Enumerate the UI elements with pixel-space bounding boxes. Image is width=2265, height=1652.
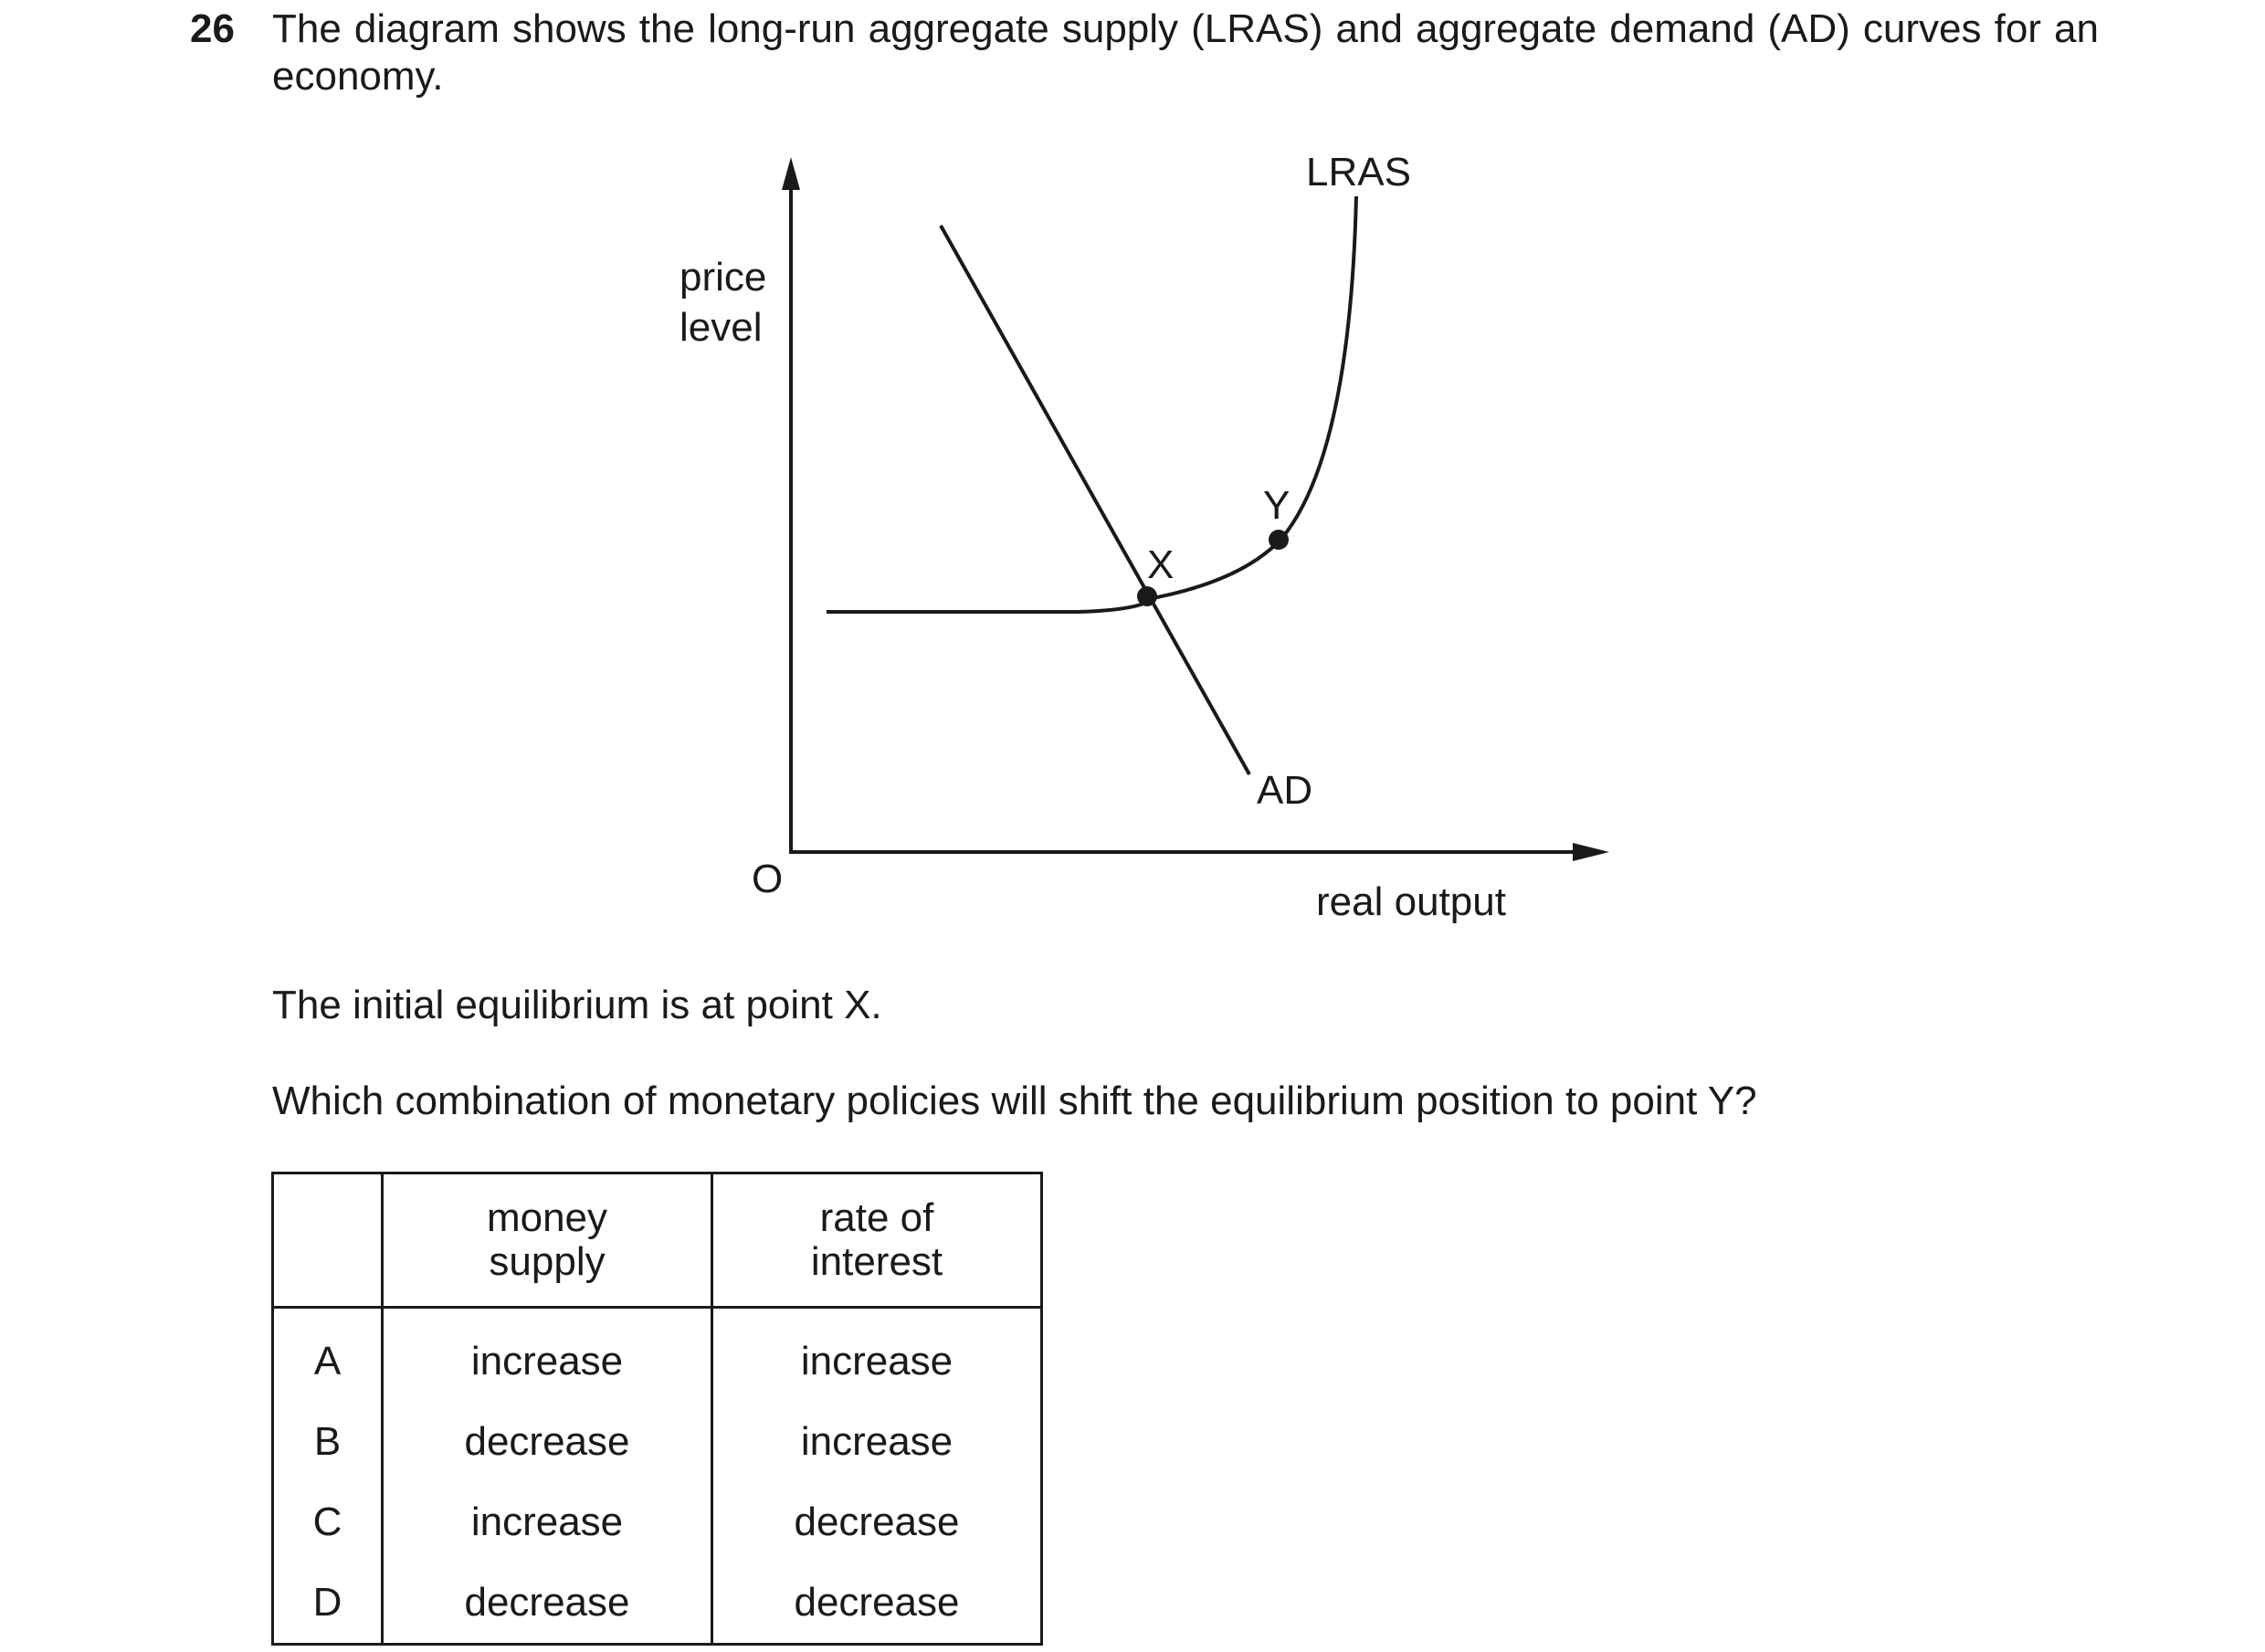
option-letter: A (273, 1308, 383, 1403)
rate-of-interest-cell: increase (712, 1402, 1042, 1482)
y-axis-arrow-icon (782, 157, 800, 190)
lras-label: LRAS (1306, 150, 1411, 195)
rate-of-interest-cell: increase (712, 1308, 1042, 1403)
header-money-supply-line1: money (486, 1195, 608, 1240)
rate-of-interest-cell: decrease (712, 1563, 1042, 1645)
y-axis-label-line2: level (680, 305, 763, 350)
y-axis-label-line1: price (680, 255, 767, 300)
header-rate-of-interest (712, 1173, 1042, 1308)
question-stem: The diagram shows the long-run aggregate supply (LRAS) and aggregate demand (AD) curves for an economy. (272, 6, 2099, 99)
table-row (273, 1563, 1042, 1645)
point-x-dot (1137, 586, 1157, 606)
point-y-dot (1269, 530, 1289, 550)
x-axis-label: real output (1316, 879, 1506, 924)
table-row (273, 1402, 1042, 1482)
rate-of-interest-cell: decrease (712, 1482, 1042, 1563)
ad-label: AD (1257, 768, 1313, 813)
point-x-label: X (1147, 542, 1175, 587)
header-money-supply (383, 1173, 712, 1308)
ad-curve (941, 226, 1249, 774)
option-letter: C (273, 1482, 383, 1563)
question-number: 26 (190, 6, 235, 51)
origin-label: O (752, 857, 784, 901)
header-rate-of-interest-line2: interest (810, 1239, 943, 1284)
table-row (273, 1482, 1042, 1563)
initial-equilibrium-sentence: The initial equilibrium is at point X. (272, 983, 882, 1027)
header-blank-cell (273, 1173, 383, 1308)
question-prompt: Which combination of monetary policies will shift the equilibrium position to point Y? (272, 1079, 1757, 1123)
money-supply-cell: increase (383, 1482, 712, 1563)
header-money-supply-line2: supply (489, 1239, 606, 1284)
x-axis-arrow-icon (1573, 843, 1609, 861)
point-y-label: Y (1263, 483, 1291, 528)
answer-options-table (271, 1172, 1043, 1646)
table-header-row (273, 1173, 1042, 1308)
option-letter: B (273, 1402, 383, 1482)
money-supply-cell: decrease (383, 1402, 712, 1482)
table-row (273, 1308, 1042, 1403)
money-supply-cell: increase (383, 1308, 712, 1403)
option-letter: D (273, 1563, 383, 1645)
header-rate-of-interest-line1: rate of (819, 1195, 934, 1240)
money-supply-cell: decrease (383, 1563, 712, 1645)
